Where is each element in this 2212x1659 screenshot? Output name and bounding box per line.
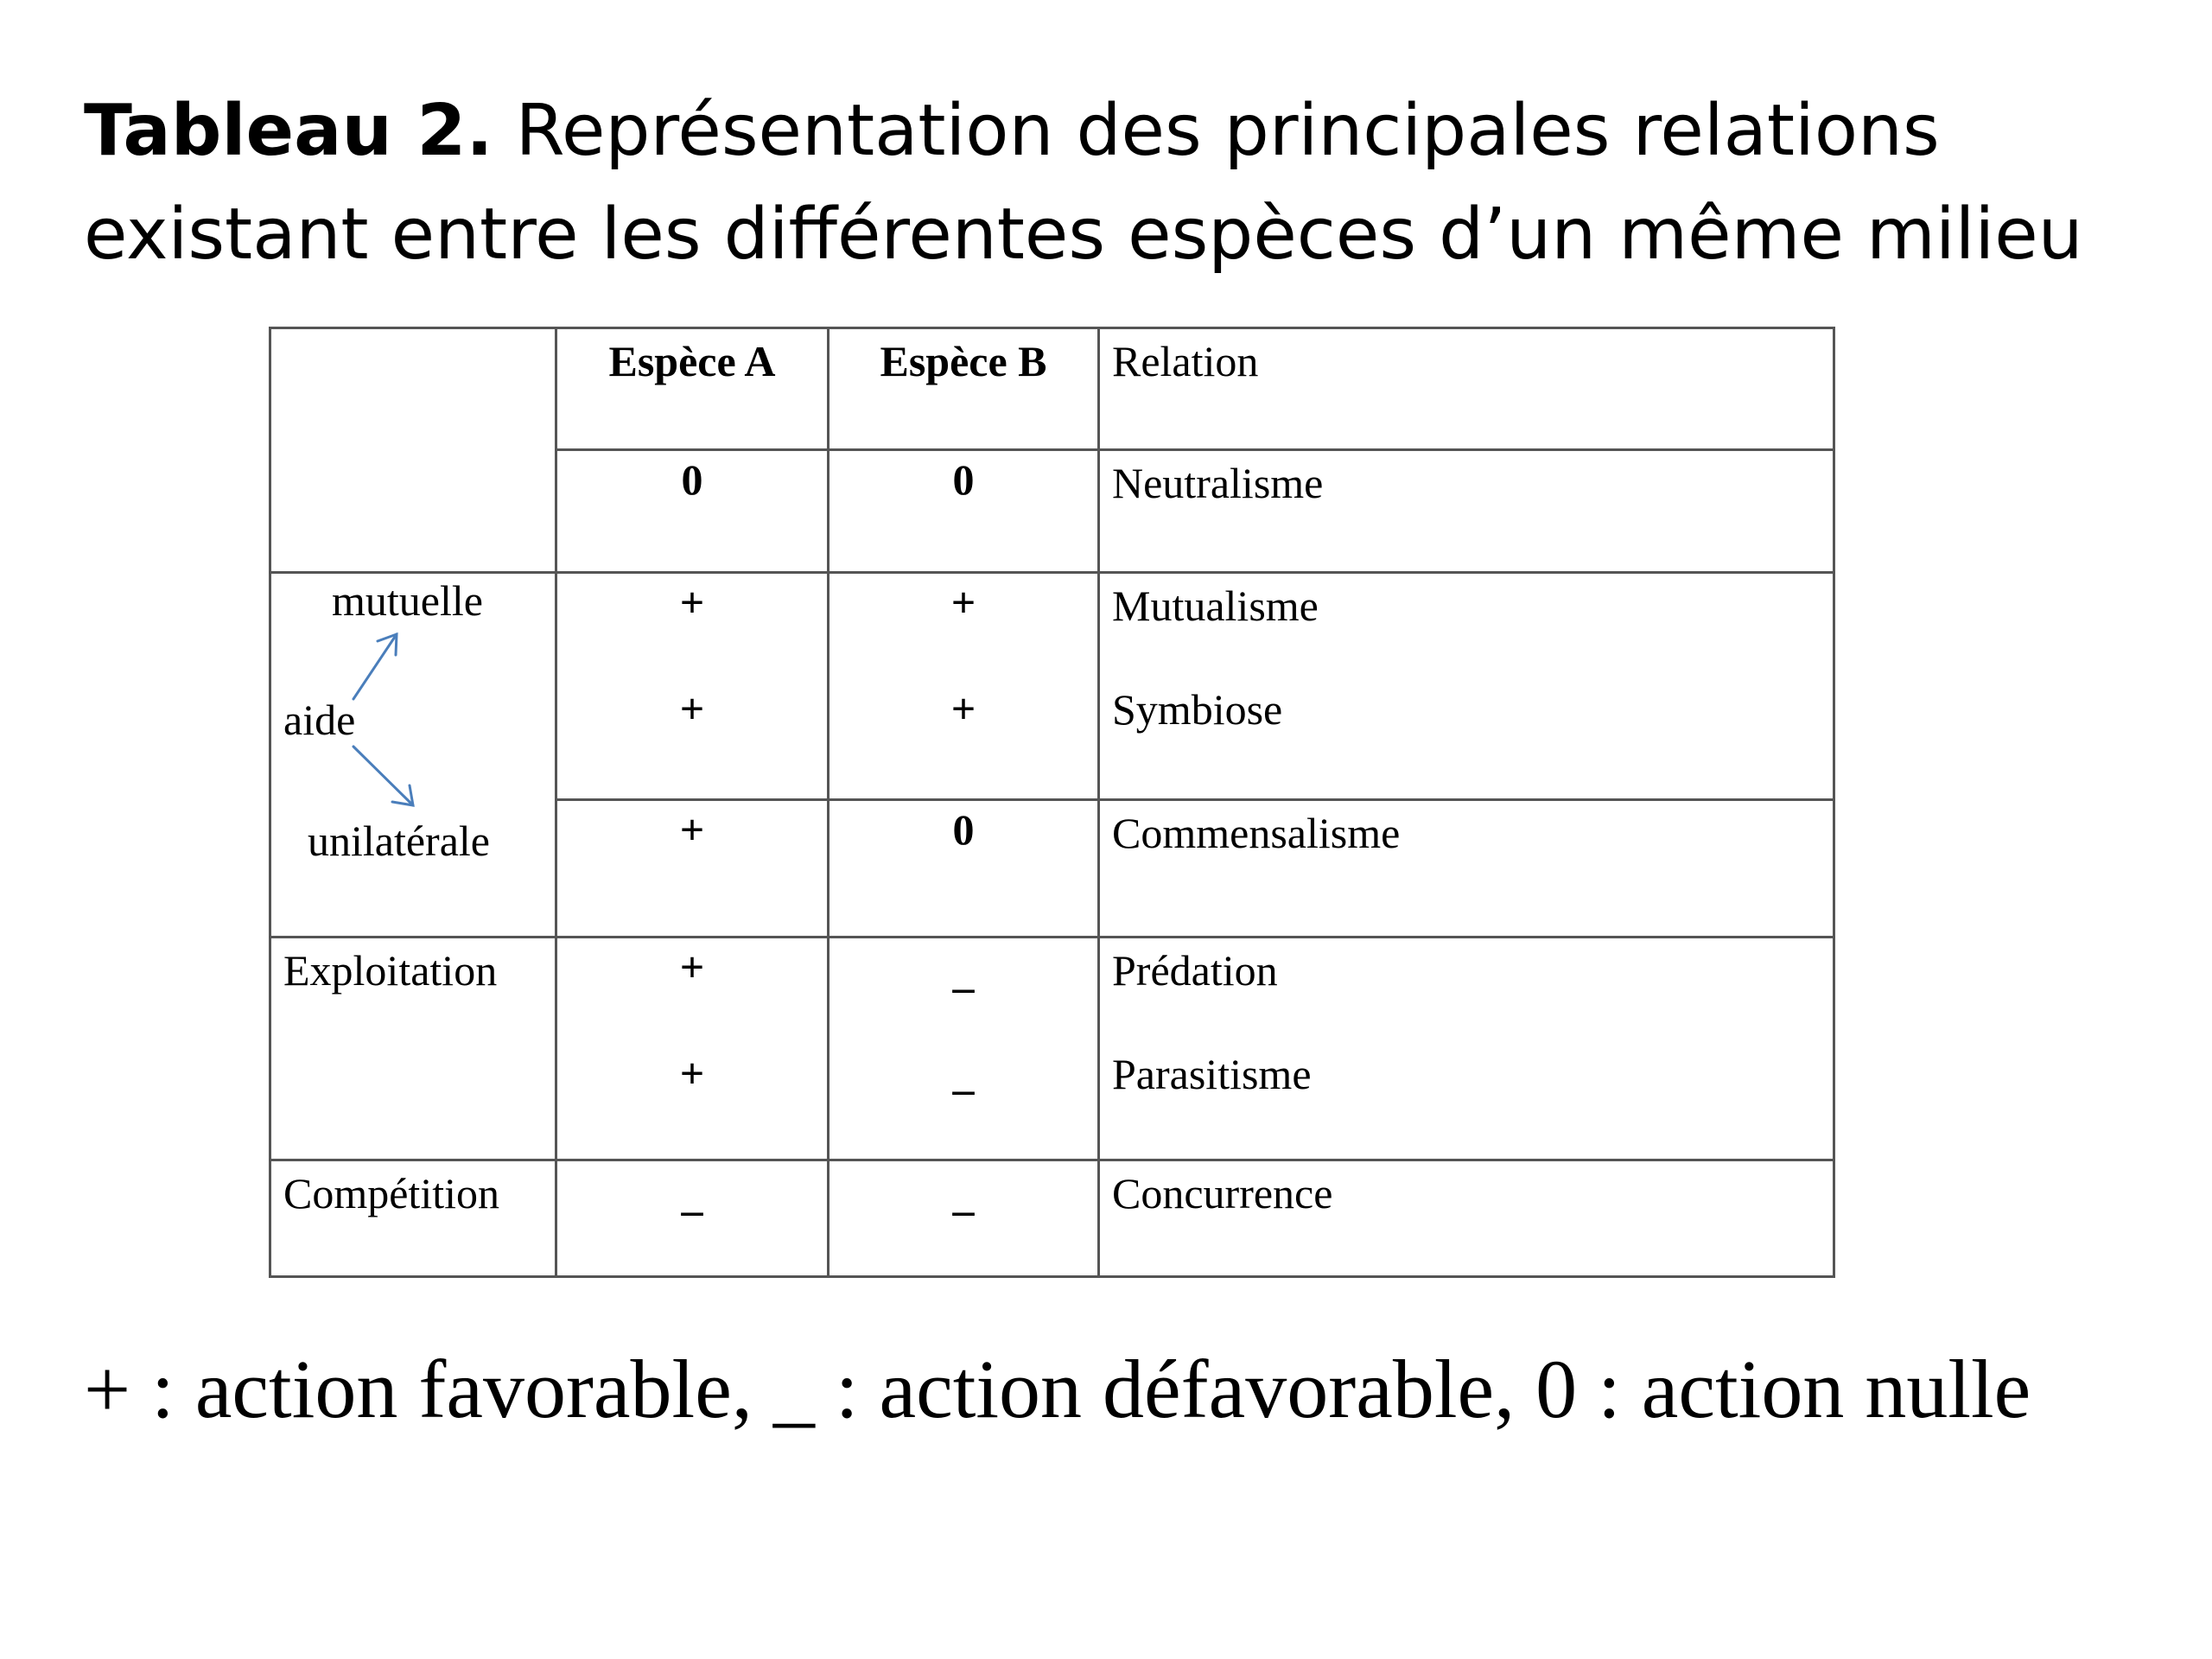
header-relation: Relation	[1099, 328, 1834, 450]
header-espece-a: Espèce A	[556, 328, 829, 450]
table-row-exploitation	[270, 938, 1834, 1160]
table-number-label: Tableau 2.	[84, 90, 493, 172]
table-row-competition	[270, 1160, 1834, 1277]
relations-table	[269, 327, 1835, 1278]
symbiose-b: +	[950, 683, 976, 733]
mutualisme-symbiose-relation	[1099, 573, 1834, 800]
neutralisme-relation: Neutralisme	[1099, 450, 1834, 573]
header-empty-cell	[270, 328, 556, 573]
parasitisme-relation: Parasitisme	[1112, 1049, 1312, 1098]
neutralisme-a: 0	[556, 450, 829, 573]
predation-relation: Prédation	[1112, 946, 1278, 995]
commensalisme-relation: Commensalisme	[1099, 800, 1834, 938]
mutuelle-label: mutuelle	[332, 576, 483, 625]
predation-b: _	[952, 948, 975, 996]
mutualisme-relation: Mutualisme	[1112, 582, 1319, 630]
predation-parasitisme-relation	[1099, 938, 1834, 1160]
aide-category-cell	[270, 573, 556, 938]
parasitisme-b: _	[952, 1049, 975, 1098]
predation-parasitisme-a	[556, 938, 829, 1160]
concurrence-b: _	[829, 1160, 1099, 1277]
header-row	[270, 328, 1834, 450]
arrow-down-icon	[353, 747, 413, 805]
predation-a: +	[679, 943, 705, 991]
symbiose-relation: Symbiose	[1112, 684, 1283, 734]
parasitisme-a: +	[679, 1048, 705, 1097]
header-espece-b: Espèce B	[829, 328, 1099, 450]
symbiose-a: +	[679, 683, 705, 733]
mutualisme-b: +	[950, 578, 976, 626]
unilaterale-label: unilatérale	[308, 817, 490, 865]
predation-parasitisme-b	[829, 938, 1099, 1160]
aide-arrows	[271, 574, 557, 937]
mutualisme-symbiose-a	[556, 573, 829, 800]
page-title	[84, 79, 2192, 287]
concurrence-relation: Concurrence	[1099, 1160, 1834, 1277]
concurrence-a: _	[556, 1160, 829, 1277]
arrow-up-icon	[353, 634, 397, 699]
exploitation-category-cell: Exploitation	[270, 938, 556, 1160]
mutualisme-symbiose-b	[829, 573, 1099, 800]
legend-text: + : action favorable, _ : action défavorable, 0 : action nulle	[84, 1343, 2031, 1435]
neutralisme-b: 0	[829, 450, 1099, 573]
commensalisme-b: 0	[829, 800, 1099, 938]
mutualisme-a: +	[679, 578, 705, 626]
aide-label: aide	[283, 696, 356, 744]
table-row-mutuelle	[270, 573, 1834, 800]
competition-category-cell: Compétition	[270, 1160, 556, 1277]
commensalisme-a: +	[556, 800, 829, 938]
table-caption: Représentation des principales relations existant entre les différentes espèces d’un même milieu	[84, 90, 2083, 276]
